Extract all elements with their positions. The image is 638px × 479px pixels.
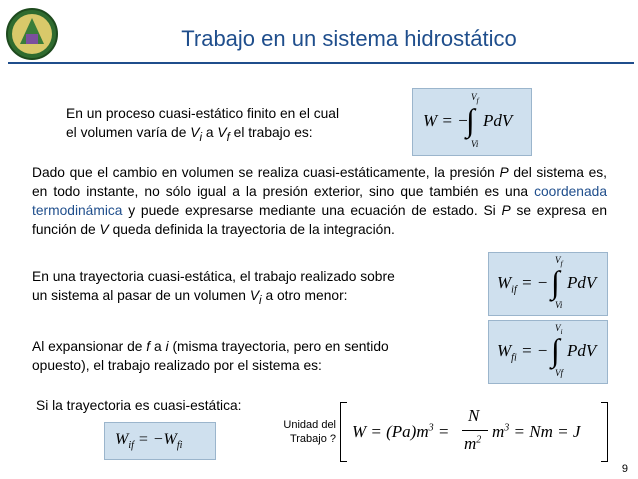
page-title: Trabajo en un sistema hidrostático [181,26,517,51]
integral-sign-3: ∫ [551,332,560,368]
highlight-term: coordenada termodinámica [32,184,607,218]
page-number: 9 [621,463,628,475]
equation-work-if: $W_{if}$ = − ∫ $V_f$ Vi PdV [488,252,608,316]
quasi-static-note: Si la trayectoria es cuasi-estática: [36,398,242,413]
intro-text [66,104,406,148]
equation-work: W = − ∫ $V_f$ Vi PdV [412,88,532,156]
unit-question: Unidad del Trabajo ? [283,419,336,445]
intro-line-2: el volumen varía de $V_i$ a $V_f$ el trabajo es: [66,125,313,144]
university-logo-icon [6,4,58,64]
main-paragraph: Dado que el cambio en volumen se realiza cuasi-estáticamente, la presión P del sistema es, en todo instante, no sólo igual a la presión exterior, sino que también es una coordenada termodinámica y puede expresarse mediante una ecuación de estado. Si P se expresa en función de V queda definida la trayectoria de la integración. [32,165,607,237]
intro-line-1: En un proceso cuasi-estático finito en el cual [66,106,340,121]
compression-text: En una trayectoria cuasi-estática, el trabajo realizado sobre un sistema al pasar de un volumen $V_i$ a otro menor: [32,269,395,307]
title-underline [8,62,634,64]
equation-units: $W = (Pa)m^3$ = N $m^2$ $m^3 = Nm = J$ [340,400,608,464]
equation-work-relation: $W_{if} = -W_{fi}$ [104,422,216,460]
equation-work-fi: $W_{fi}$ = − ∫ $V_i$ Vf PdV [488,320,608,384]
expansion-text: Al expansionar de f a i (misma trayectoria, pero en sentido opuesto), el trabajo realizado por el sistema es: [32,339,389,373]
integral-sign-2: ∫ [551,264,560,300]
integral-sign: ∫ [466,102,475,138]
